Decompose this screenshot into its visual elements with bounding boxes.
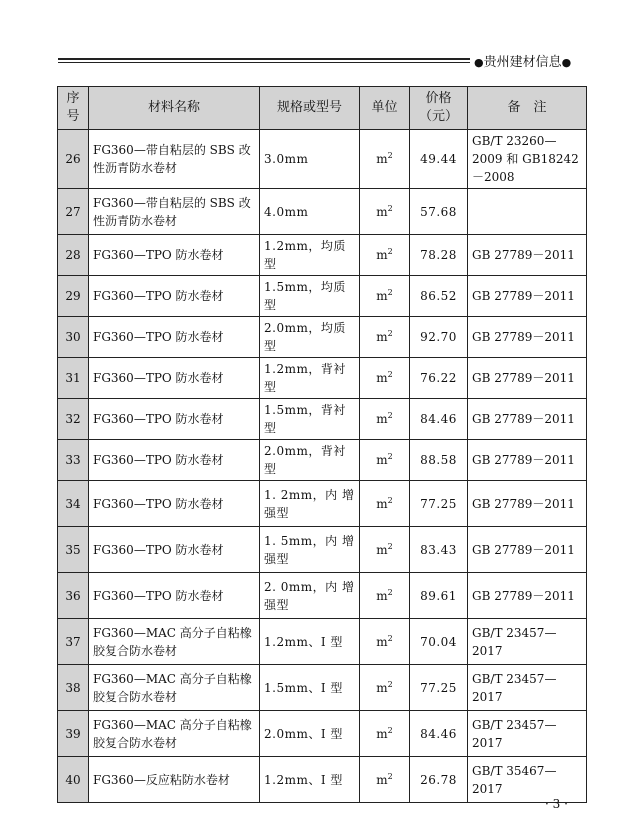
unit-base: m <box>376 453 388 467</box>
row-index: 38 <box>58 665 89 711</box>
row-unit <box>360 757 410 803</box>
row-price: 26.78 <box>410 757 468 803</box>
page-number: · 3 · <box>545 797 568 811</box>
publication-title-text: 贵州建材信息 <box>483 55 562 70</box>
row-spec: 1.5mm、I 型 <box>260 665 360 711</box>
row-index: 39 <box>58 711 89 757</box>
publication-title <box>474 51 571 70</box>
row-spec: 3.0mm <box>260 130 360 189</box>
header-material-name: 材料名称 <box>89 87 260 130</box>
row-note: GB 27789－2011 <box>468 276 587 317</box>
table-row <box>58 276 587 317</box>
row-note: GB 27789－2011 <box>468 399 587 440</box>
row-note: GB 27789－2011 <box>468 573 587 619</box>
unit-base: m <box>376 289 388 303</box>
row-material-name: FG360—MAC 高分子自粘橡胶复合防水卷材 <box>89 665 260 711</box>
row-note: GB 27789－2011 <box>468 358 587 399</box>
unit-exponent: 2 <box>387 329 393 338</box>
unit-base: m <box>376 588 388 603</box>
unit-base: m <box>376 152 388 166</box>
unit-exponent: 2 <box>387 541 393 551</box>
row-unit <box>360 399 410 440</box>
row-material-name: FG360—TPO 防水卷材 <box>89 573 260 619</box>
unit-exponent: 2 <box>387 495 393 505</box>
row-note: GB/T 23457—2017 <box>468 619 587 665</box>
row-index: 28 <box>58 235 89 276</box>
row-index: 40 <box>58 757 89 803</box>
header-price: 价格（元） <box>410 87 468 130</box>
unit-exponent: 2 <box>387 587 393 597</box>
row-note: GB/T 35467—2017 <box>468 757 587 803</box>
unit-exponent: 2 <box>387 771 393 781</box>
row-unit <box>360 317 410 358</box>
row-material-name: FG360—TPO 防水卷材 <box>89 276 260 317</box>
row-material-name: FG360—MAC 高分子自粘橡胶复合防水卷材 <box>89 711 260 757</box>
table-row <box>58 130 587 189</box>
header-rule <box>58 58 470 63</box>
unit-exponent: 2 <box>387 679 393 689</box>
row-material-name: FG360—TPO 防水卷材 <box>89 399 260 440</box>
table-row <box>58 317 587 358</box>
row-index: 30 <box>58 317 89 358</box>
row-material-name: FG360—TPO 防水卷材 <box>89 481 260 527</box>
unit-base: m <box>376 680 388 695</box>
unit-exponent: 2 <box>387 452 393 461</box>
unit-exponent: 2 <box>387 725 393 735</box>
row-note: GB 27789－2011 <box>468 317 587 358</box>
row-note: GB 27789－2011 <box>468 440 587 481</box>
unit-exponent: 2 <box>387 288 393 297</box>
row-unit <box>360 358 410 399</box>
table-row <box>58 711 587 757</box>
row-index: 33 <box>58 440 89 481</box>
row-spec: 1. 2mm，内 增强型 <box>260 481 360 527</box>
table-row <box>58 527 587 573</box>
row-index: 37 <box>58 619 89 665</box>
row-unit <box>360 527 410 573</box>
row-price: 89.61 <box>410 573 468 619</box>
header-index: 序号 <box>58 87 89 130</box>
row-material-name: FG360—TPO 防水卷材 <box>89 440 260 481</box>
row-material-name: FG360—反应粘防水卷材 <box>89 757 260 803</box>
table-row <box>58 189 587 235</box>
unit-base: m <box>376 496 388 511</box>
row-unit <box>360 481 410 527</box>
unit-base: m <box>376 634 388 649</box>
row-note: GB 27789－2011 <box>468 481 587 527</box>
row-index: 31 <box>58 358 89 399</box>
header-note: 备 注 <box>468 87 587 130</box>
row-price: 70.04 <box>410 619 468 665</box>
header-spec: 规格或型号 <box>260 87 360 130</box>
bullet-left-icon: ● <box>474 56 484 69</box>
row-index: 27 <box>58 189 89 235</box>
row-note: GB 27789－2011 <box>468 235 587 276</box>
row-index: 29 <box>58 276 89 317</box>
row-material-name: FG360—TPO 防水卷材 <box>89 527 260 573</box>
row-spec: 1.2mm、I 型 <box>260 619 360 665</box>
row-spec: 1.2mm，背衬型 <box>260 358 360 399</box>
table-row <box>58 440 587 481</box>
unit-exponent: 2 <box>387 411 393 420</box>
unit-exponent: 2 <box>387 633 393 643</box>
table-header-row <box>58 87 587 130</box>
row-material-name: FG360—TPO 防水卷材 <box>89 317 260 358</box>
row-unit <box>360 235 410 276</box>
table-row <box>58 665 587 711</box>
table-row <box>58 235 587 276</box>
row-spec: 2.0mm、I 型 <box>260 711 360 757</box>
table-row <box>58 358 587 399</box>
unit-base: m <box>376 772 388 787</box>
row-unit <box>360 130 410 189</box>
unit-base: m <box>376 726 388 741</box>
row-price: 86.52 <box>410 276 468 317</box>
unit-base: m <box>376 412 388 426</box>
unit-exponent: 2 <box>387 151 393 160</box>
unit-base: m <box>376 248 388 262</box>
row-material-name: FG360—TPO 防水卷材 <box>89 358 260 399</box>
table-row <box>58 481 587 527</box>
row-index: 26 <box>58 130 89 189</box>
row-unit <box>360 440 410 481</box>
row-material-name: FG360—带自粘层的 SBS 改性沥青防水卷材 <box>89 189 260 235</box>
row-price: 49.44 <box>410 130 468 189</box>
table-row <box>58 757 587 803</box>
row-spec: 2.0mm，背衬型 <box>260 440 360 481</box>
row-index: 35 <box>58 527 89 573</box>
row-index: 36 <box>58 573 89 619</box>
row-price: 77.25 <box>410 665 468 711</box>
table-row <box>58 399 587 440</box>
unit-base: m <box>376 542 388 557</box>
bullet-right-icon: ● <box>561 56 572 69</box>
row-price: 76.22 <box>410 358 468 399</box>
row-index: 34 <box>58 481 89 527</box>
row-note: GB/T 23457—2017 <box>468 711 587 757</box>
row-unit <box>360 619 410 665</box>
row-note: GB/T 23260—2009 和 GB18242－2008 <box>468 130 587 189</box>
unit-exponent: 2 <box>387 247 393 256</box>
row-spec: 2.0mm，均质型 <box>260 317 360 358</box>
row-price: 78.28 <box>410 235 468 276</box>
unit-base: m <box>376 371 388 385</box>
row-price: 57.68 <box>410 189 468 235</box>
row-spec: 2. 0mm，内 增强型 <box>260 573 360 619</box>
row-spec: 1.5mm，背衬型 <box>260 399 360 440</box>
row-price: 84.46 <box>410 711 468 757</box>
row-material-name: FG360—MAC 高分子自粘橡胶复合防水卷材 <box>89 619 260 665</box>
materials-price-table <box>57 86 587 803</box>
row-unit <box>360 573 410 619</box>
unit-base: m <box>376 204 388 219</box>
unit-exponent: 2 <box>387 370 393 379</box>
row-unit <box>360 189 410 235</box>
table-row <box>58 573 587 619</box>
row-unit <box>360 711 410 757</box>
row-note <box>468 189 587 235</box>
row-spec: 1. 5mm，内 增强型 <box>260 527 360 573</box>
row-spec: 4.0mm <box>260 189 360 235</box>
row-price: 84.46 <box>410 399 468 440</box>
row-material-name: FG360—TPO 防水卷材 <box>89 235 260 276</box>
row-price: 92.70 <box>410 317 468 358</box>
row-price: 88.58 <box>410 440 468 481</box>
header-unit: 单位 <box>360 87 410 130</box>
row-material-name: FG360—带自粘层的 SBS 改性沥青防水卷材 <box>89 130 260 189</box>
unit-base: m <box>376 330 388 344</box>
row-spec: 1.2mm，均质型 <box>260 235 360 276</box>
row-price: 77.25 <box>410 481 468 527</box>
table-row <box>58 619 587 665</box>
row-price: 83.43 <box>410 527 468 573</box>
row-spec: 1.2mm、I 型 <box>260 757 360 803</box>
row-unit <box>360 276 410 317</box>
row-note: GB/T 23457—2017 <box>468 665 587 711</box>
row-index: 32 <box>58 399 89 440</box>
row-spec: 1.5mm，均质型 <box>260 276 360 317</box>
row-note: GB 27789－2011 <box>468 527 587 573</box>
row-unit <box>360 665 410 711</box>
unit-exponent: 2 <box>387 203 393 213</box>
